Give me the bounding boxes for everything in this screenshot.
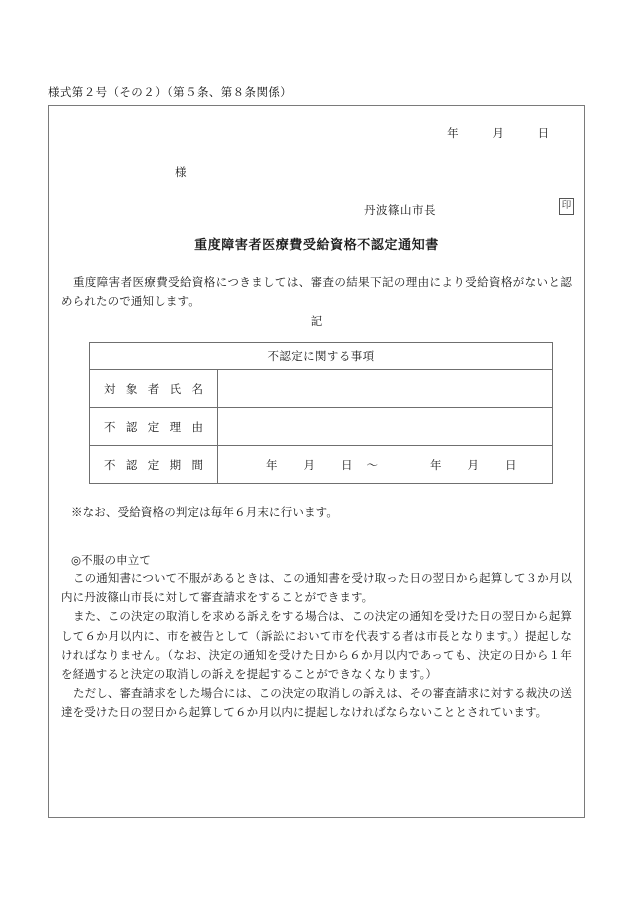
period-date-range [228,457,542,473]
table-row [90,370,553,408]
date-year-label: 年 [447,128,459,140]
row-value-reason[interactable] [218,408,553,446]
appeal-paragraph: この通知書について不服があるときは、この通知書を受け取った日の翌日から起算して３か月以内に丹波篠山市長に対して審査請求をすることができます。 [61,573,572,605]
page-title: 重度障害者医療費受給資格不認定通知書 [194,237,439,252]
period-start-month: 月 [303,459,315,472]
table-header-row [90,343,553,370]
form-number: 様式第２号（その２）（第５条、第８条関係） [48,87,293,99]
recipient-honorific: 様 [175,167,187,179]
document-frame [48,105,585,818]
period-start-year: 年 [266,459,278,472]
issuer-name: 丹波篠山市長 [364,205,436,217]
row-label-reason: 不 認 定 理 由 [90,408,218,446]
seal-stamp-box: 印 [559,198,574,215]
row-value-subject-name[interactable] [218,370,553,408]
appeal-section-heading: ◎不服の申立て [71,555,152,567]
period-end-month: 月 [467,459,479,472]
period-start-day: 日 [341,459,353,472]
appeal-paragraph: また、この決定の取消しを求める訴えをする場合は、この決定の通知を受けた日の翌日から起算して６か月以内に、市を被告として（訴訟において市を代表する者は市長となります。）提起しなければなりません。（なお、決定の通知を受けた日から６か月以内であっても、決定の日から１年を経過すると決定の取消しの訴えを提起することができなくなります。） [61,611,572,682]
intro-paragraph: 重度障害者医療費受給資格につきましては、審査の結果下記の理由により受給資格がないと認められたので通知します。 [61,277,572,308]
row-value-period[interactable] [218,446,553,484]
period-end-year: 年 [430,459,442,472]
eligibility-note: ※なお、受給資格の判定は毎年６月末に行います。 [71,507,339,519]
table-row [90,408,553,446]
ki-marker: 記 [310,316,323,328]
row-label-period: 不 認 定 期 間 [90,446,218,484]
appeal-section-body [61,570,572,724]
appeal-paragraph: ただし、審査請求をした場合には、この決定の取消しの訴えは、その審査請求に対する裁決の送達を受けた日の翌日から起算して６か月以内に提起しなければならないこととされています。 [61,688,572,720]
table-row [90,446,553,484]
date-day-label: 日 [537,128,550,140]
row-label-subject-name: 対 象 者 氏 名 [90,370,218,408]
date-line [447,125,570,141]
table-header-cell: 不認定に関する事項 [90,343,553,370]
period-separator: 〜 [366,459,378,472]
non-certification-table [89,342,553,484]
period-end-day: 日 [505,459,517,472]
date-month-label: 月 [492,128,504,140]
document-body [49,106,584,817]
